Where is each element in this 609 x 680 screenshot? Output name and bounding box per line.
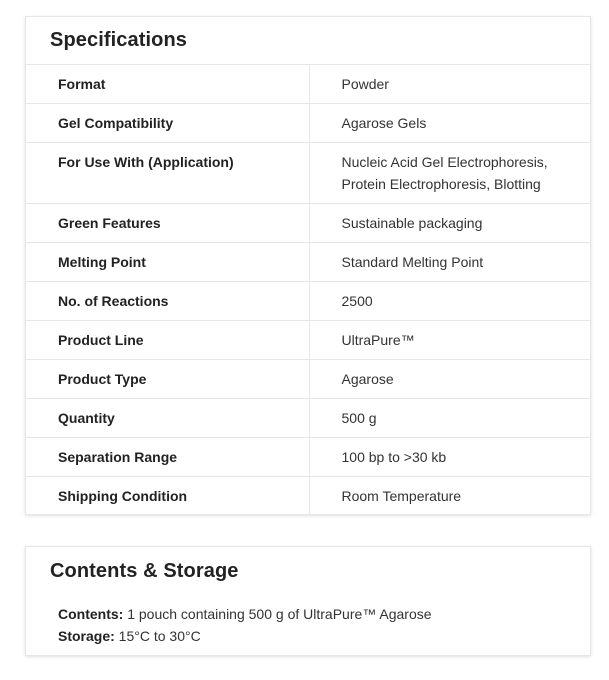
spec-value-format: Powder — [309, 65, 590, 104]
specifications-title: Specifications — [26, 17, 590, 65]
spec-label-melting-point: Melting Point — [26, 243, 309, 282]
storage-label: Storage: — [58, 628, 115, 644]
spec-value-gel-compatibility: Agarose Gels — [309, 104, 590, 143]
table-row — [26, 282, 590, 321]
spec-value-quantity: 500 g — [309, 399, 590, 438]
spec-value-product-type: Agarose — [309, 360, 590, 399]
contents-storage-body — [26, 595, 590, 647]
table-row — [26, 438, 590, 477]
table-row — [26, 399, 590, 438]
spec-value-shipping-condition: Room Temperature — [341, 488, 462, 504]
spec-value-green-features: Sustainable packaging — [309, 204, 590, 243]
spec-value-separation-range: 100 bp to >30 kb — [309, 438, 590, 477]
table-row — [26, 321, 590, 360]
storage-value: 15°C to 30°C — [114, 628, 201, 644]
table-row — [26, 204, 590, 243]
spec-label-application: For Use With (Application) — [26, 143, 309, 204]
spec-value-product-line: UltraPure™ — [309, 321, 590, 360]
spec-label-reactions: No. of Reactions — [26, 282, 309, 321]
spec-value-reactions: 2500 — [309, 282, 590, 321]
table-row — [26, 243, 590, 282]
spec-label-quantity: Quantity — [26, 399, 309, 438]
contents-label: Contents: — [58, 606, 124, 622]
specifications-card — [25, 16, 591, 515]
spec-label-separation-range: Separation Range — [26, 438, 309, 477]
table-row — [26, 104, 590, 143]
spec-label-gel-compatibility: Gel Compatibility — [26, 104, 309, 143]
spec-label-shipping-condition: Shipping Condition — [26, 477, 309, 516]
spec-label-format: Format — [26, 65, 309, 104]
specifications-table — [26, 65, 590, 515]
spec-label-green-features: Green Features — [26, 204, 309, 243]
table-row — [26, 360, 590, 399]
table-row — [26, 143, 590, 204]
table-row — [26, 477, 590, 516]
contents-value: 1 pouch containing 500 g of UltraPure™ Agarose — [123, 606, 432, 622]
spec-label-product-type: Product Type — [26, 360, 309, 399]
spec-label-product-line: Product Line — [26, 321, 309, 360]
table-row — [26, 65, 590, 104]
spec-value-melting-point: Standard Melting Point — [309, 243, 590, 282]
spec-value-application: Nucleic Acid Gel Electrophoresis, Protein Electrophoresis, Blotting — [309, 143, 590, 204]
contents-line — [58, 603, 566, 625]
storage-line — [58, 625, 566, 647]
contents-storage-card — [25, 546, 591, 656]
contents-storage-title: Contents & Storage — [50, 560, 239, 582]
